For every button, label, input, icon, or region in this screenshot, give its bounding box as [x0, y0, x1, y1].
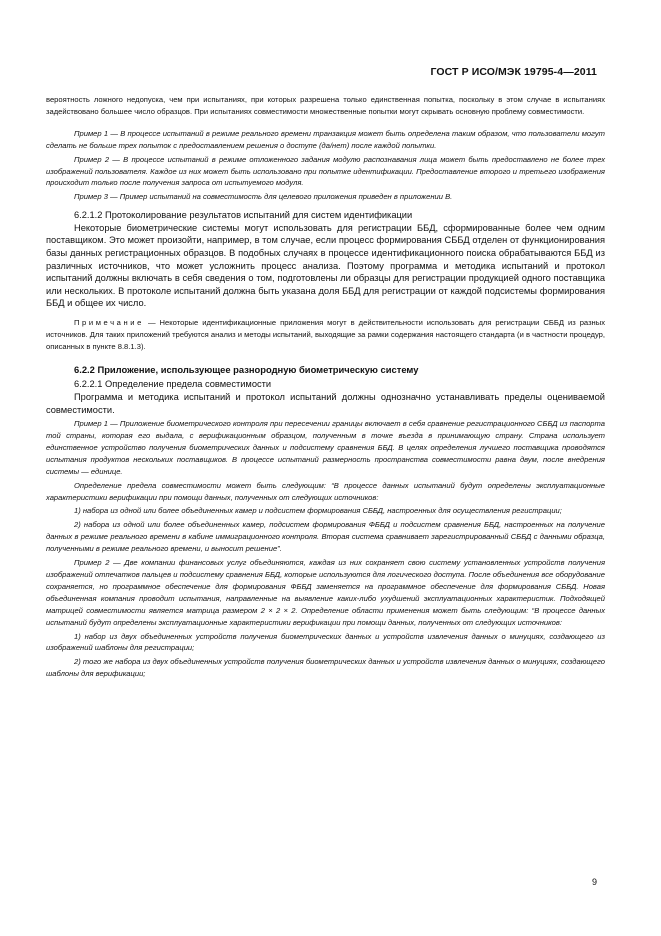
paragraph-continued: вероятность ложного недопуска, чем при испытаниях, при которых разрешена только единственная попытка, поскольку в этом случае в испытаниях задействовано большее число образцов. При испытаниях совместимости множественные попытки могут скрывать основную проблему совместимости.: [46, 95, 605, 116]
example-2: Пример 2 — В процессе испытаний в режиме отложенного задания модулю распознавания лица может быть предоставлено не более трех изображений пользователя. Каждое из них может быть использовано при попытке идентификации. Предоставление второго и третьего изображения происходит только после получения запроса от испытуемого модуля.: [46, 154, 605, 188]
page-number: 9: [591, 877, 597, 887]
example-item-2: 2) набора из одной или более объединенных камер, подсистем формирования ФББД и подсистем сравнения ББД, настроенных на получение данных в режиме реального времени в кабине иммиграционного контроля. Вторая система сравнивает зарегистрированный СББД с данными образца, полученными в режиме реального времени, и выносит решение”.: [46, 520, 605, 554]
example-item-1: 1) набора из одной или более объединенных камер и подсистем формирования СББД, настроенных для осуществления регистрации;: [74, 506, 562, 516]
document-code: ГОСТ Р ИСО/МЭК 19795-4—2011: [430, 66, 597, 78]
page-body: [46, 94, 605, 680]
note-text: — Некоторые идентификационные приложения могут в действительности использовать для регистрации СББД из разных источников. Для таких приложений требуются анализ и методы испытаний, выходящие за рамки содержания настоящего стандарта (и в частности процедур, описанных в пункте 8.8.1.3).: [46, 318, 605, 351]
paragraph-registration: Некоторые биометрические системы могут использовать для регистрации ББД, сформированные более чем одним поставщиком. Это может произойти, например, в том случае, если процесс формирования СББД отделен от функционирования базы данных регистрационных образцов. В подобных случаях в процессе идентификационного поиска обрабатываются ББД из различных источников, что может усложнить процесс анализа. Поэтому программа и методика испытаний и протокол испытаний должны включать в себя сведения о том, подготовлены ли образцы для регистрации продукцией одного поставщика или нескольких. В протоколе испытаний должна быть указана доля ББД для регистрации от каждой подсистемы формирования ББД и общее их число.: [46, 222, 605, 309]
section-6-2-1-2-title: 6.2.1.2 Протоколирование результатов испытаний для систем идентификации: [74, 210, 413, 221]
paragraph-limits: Программа и методика испытаний и протокол испытаний должны однозначно устанавливать пределы оцениваемой совместимости.: [46, 391, 605, 415]
note-label: Примечание: [74, 318, 144, 327]
example-definition: Определение предела совместимости может быть следующим: “В процессе данных испытаний будут определены эксплуатационные характеристики верификации при помощи данных, полученных от следующих источников:: [46, 480, 605, 502]
note-paragraph: [46, 317, 605, 353]
example-border-control: Пример 1 — Приложение биометрического контроля при пересечении границы включает в себя сравнение регистрационного СББД из паспорта той страны, которая его выдала, с верификационным образцом, полученным в точке въезда в принимающую страну. Страна использует единственное устройство получения биометрических данных и подсистему сравнения ББД. В целях определения лучшего поставщика проводятся испытания продуктов нескольких поставщиков. В процессе испытаний размерность пространства совместимости равна двум, после внедрения системы — единице.: [46, 419, 605, 476]
example-fin-item-2: 2) того же набора из двух объединенных устройств получения биометрических данных и устройств извлечения данных о минуциях, создающего шаблоны для верификации;: [46, 657, 605, 679]
section-6-2-2-title: 6.2.2 Приложение, использующее разнородную биометрическую систему: [74, 363, 419, 375]
section-6-2-2-1-title: 6.2.2.1 Определение предела совместимости: [74, 379, 272, 390]
example-3: Пример 3 — Пример испытаний на совместимость для целевого приложения приведен в приложении В.: [74, 192, 453, 202]
example-fin-item-1: 1) набор из двух объединенных устройств получения биометрических данных и устройств извлечения данных о минуциях, создающего из изображений шаблоны для регистрации;: [46, 631, 605, 653]
example-financial: Пример 2 — Две компании финансовых услуг объединяются, каждая из них сохраняет свою систему установленных устройств получения изображений отпечатков пальцев и подсистему сравнения ББД, которые используются для логического доступа. После объединения все оборудование сохраняется, но программное обеспечение для формирования ФББД заменяется на программное обеспечение для формирования СББД. Новая объединенная компания проводит испытания, направленные на выявление каких-либо ухудшений эксплуатационных характеристик. Подходящей матрицей совместимости является матрица размером 2 × 2 × 2. Определение области применения может быть следующим: “В процессе данных испытаний будут определены эксплуатационные характеристики верификации при помощи данных, полученных от следующих источников:: [46, 558, 605, 627]
example-1: Пример 1 — В процессе испытаний в режиме реального времени транзакция может быть определена таким образом, что пользователи могут сделать не больше трех попыток с предоставлением решения о доступе (да/нет) после каждой попытки.: [46, 128, 605, 150]
